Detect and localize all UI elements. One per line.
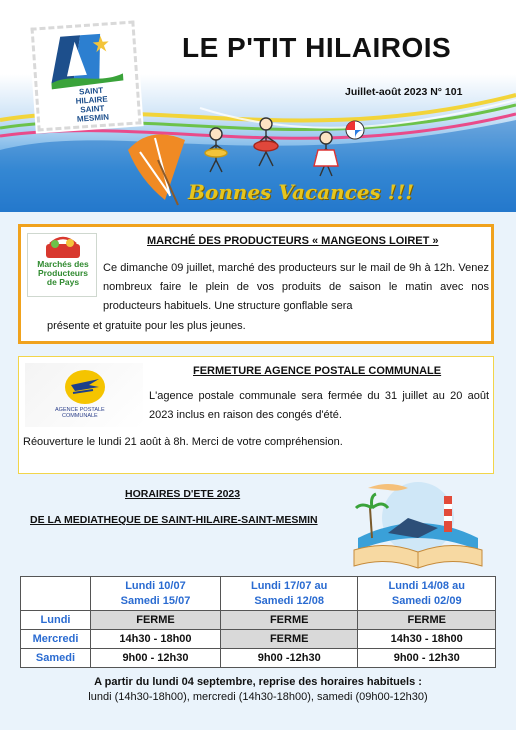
table-cell: 14h30 - 18h00	[91, 630, 221, 649]
town-logo-icon	[40, 28, 130, 92]
day-label: Samedi	[21, 649, 91, 668]
table-header-row	[21, 577, 496, 611]
town-logo-text: SAINT HILAIRE SAINT MESMIN	[75, 85, 110, 124]
table-corner-cell	[21, 577, 91, 611]
la-poste-logo-text: AGENCE POSTALE COMMUNALE	[55, 407, 105, 419]
table-cell: 9h00 -12h30	[220, 649, 358, 668]
table-cell: 9h00 - 12h30	[358, 649, 496, 668]
table-row	[21, 649, 496, 668]
table-cell: FERME	[220, 611, 358, 630]
town-logo	[30, 20, 141, 131]
issue-number: Juillet-août 2023 N° 101	[345, 86, 463, 98]
horaires-habituels-text: lundi (14h30-18h00), mercredi (14h30-18h00), samedi (09h00-12h30)	[88, 691, 428, 703]
basket-icon	[28, 234, 98, 262]
horaires-table	[20, 576, 496, 668]
day-label: Mercredi	[21, 630, 91, 649]
beach-ball-icon	[346, 121, 364, 139]
marches-producteurs-logo	[27, 233, 97, 297]
la-poste-logo	[25, 363, 143, 427]
table-row	[21, 630, 496, 649]
day-label: Lundi	[21, 611, 91, 630]
newsletter-title: LE P'TIT HILAIROIS	[182, 32, 452, 63]
table-cell: FERME	[358, 611, 496, 630]
marche-producteurs-section	[18, 224, 494, 344]
agence-postale-section	[18, 356, 494, 474]
table-cell: 9h00 - 12h30	[91, 649, 221, 668]
marche-text-end: présente et gratuite pour les plus jeunes.	[47, 320, 246, 332]
column-header: Lundi 17/07 au Samedi 12/08	[220, 577, 358, 611]
header-banner	[0, 0, 516, 212]
table-cell: 14h30 - 18h00	[358, 630, 496, 649]
table-row	[21, 611, 496, 630]
la-poste-bird-icon	[25, 363, 143, 407]
open-book-illustration	[348, 478, 488, 578]
column-header: Lundi 14/08 au Samedi 02/09	[358, 577, 496, 611]
reprise-horaires-note: A partir du lundi 04 septembre, reprise des horaires habituels :	[94, 676, 422, 688]
poste-reopening-text: Réouverture le lundi 21 août à 8h. Merci de votre compréhension.	[23, 436, 343, 448]
bonnes-vacances-banner: Bonnes Vacances !!!	[188, 180, 415, 204]
column-header: Lundi 10/07 Samedi 15/07	[91, 577, 221, 611]
table-cell: FERME	[91, 611, 221, 630]
horaires-title: HORAIRES D'ETE 2023	[125, 488, 241, 500]
table-cell: FERME	[220, 630, 358, 649]
poste-text: L'agence postale communale sera fermée du 31 juillet au 20 août 2023 inclus en raison des congés d'été.	[149, 390, 489, 421]
poste-title: FERMETURE AGENCE POSTALE COMMUNALE	[193, 365, 442, 377]
marches-logo-text: Marchés des Producteurs de Pays	[37, 259, 89, 287]
mediatheque-title: DE LA MEDIATHEQUE DE SAINT-HILAIRE-SAINT-MESMIN	[30, 514, 318, 526]
marche-title: MARCHÉ DES PRODUCTEURS « MANGEONS LOIRET »	[147, 235, 439, 247]
marche-text: Ce dimanche 09 juillet, marché des producteurs sur le mail de 9h à 12h. Venez nombreux faire le plein de vos produits de saison le matin avec nos producteurs habituels. Une structure gonflable sera	[103, 262, 489, 312]
